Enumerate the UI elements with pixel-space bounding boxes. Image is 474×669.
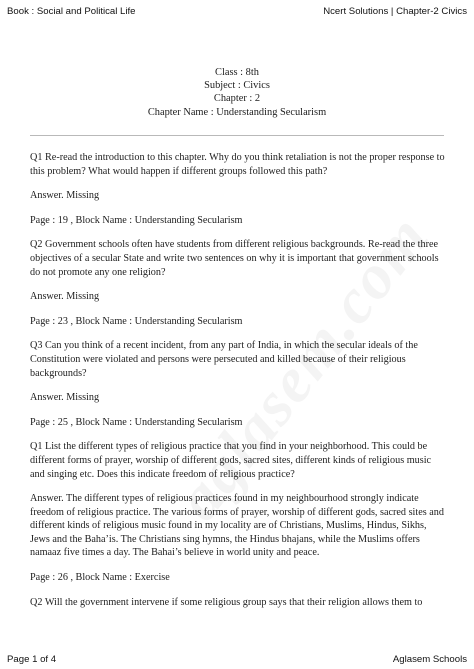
question-2: Q2 Government schools often have students from different religious backgrounds. Re-read the three objectives of a secular State and write two sentences on why it is important that government schools do not promote any one religion? — [30, 239, 439, 278]
exercise-question-1: Q1 List the different types of religious practice that you find in your neighborhood. This could be different forms of prayer, worship of different gods, sacred sites, different kinds of religious music and singing etc. Does this indicate freedom of religious practice? — [30, 441, 432, 480]
answer-1: Answer. Missing — [30, 190, 100, 202]
question-1: Q1 Re-read the introduction to this chapter. Why do you think retaliation is not the proper response to this problem? What would happen if different groups followed this path? — [30, 152, 445, 177]
subject-line: Subject : Civics — [204, 80, 270, 92]
exercise-question-2: Q2 Will the government intervene if some religious group says that their religion allows them to — [30, 596, 423, 608]
page-ref-1: Page : 19 , Block Name : Understanding Secularism — [30, 214, 243, 226]
footer-brand: Aglasem Schools — [392, 654, 467, 665]
page-ref-3: Page : 25 , Block Name : Understanding Secularism — [30, 416, 243, 428]
content-body — [30, 151, 448, 620]
page-ref-2: Page : 23 , Block Name : Understanding Secularism — [30, 315, 243, 327]
title-block — [0, 66, 474, 119]
class-line: Class : 8th — [215, 67, 259, 78]
book-title: Book : Social and Political Life — [7, 6, 136, 17]
chapter-line: Chapter : 2 — [213, 93, 261, 105]
answer-3: Answer. Missing — [30, 392, 100, 404]
chapter-name-line: Chapter Name : Understanding Secularism — [147, 106, 327, 118]
page-number: Page 1 of 4 — [7, 654, 57, 665]
answer-2: Answer. Missing — [30, 291, 100, 303]
exercise-answer-1: Answer. The different types of religious practices found in my neighbourhood strongly indicate freedom of religious practice. The various forms of prayer, worship of different gods, sacred sites and different kinds of religious music found in my locality are of Christians, Muslims, Hindus, Sikhs, Jews and the Baha’is. The Christians sing hymns, the Hindus bhajans, while the Muslims offers namaaz five times a day. The Bahai’s believe in world unity and peace. — [30, 493, 444, 559]
series-title: Ncert Solutions | Chapter-2 Civics — [323, 6, 467, 17]
page-ref-4: Page : 26 , Block Name : Exercise — [30, 572, 170, 584]
divider — [30, 135, 444, 136]
question-3: Q3 Can you think of a recent incident, from any part of India, in which the secular ideals of the Constitution were violated and persons were persecuted and killed because of their religious backgrounds? — [30, 340, 418, 379]
